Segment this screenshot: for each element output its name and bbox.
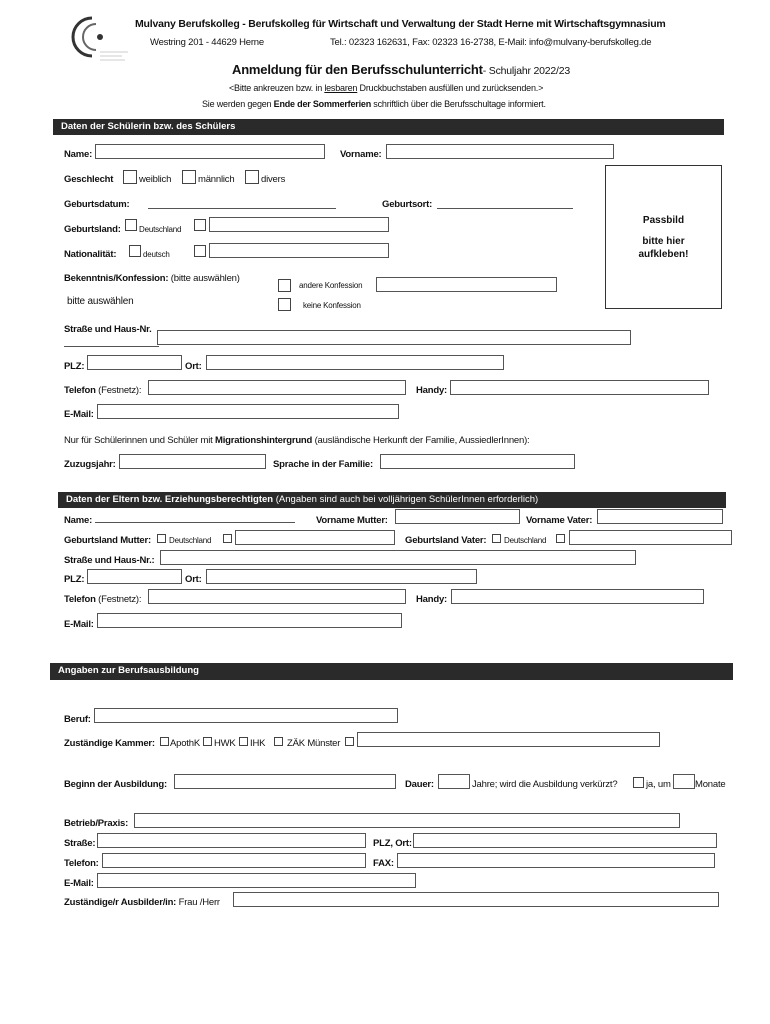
religion-select[interactable]: bitte auswählen: [67, 296, 134, 307]
training-duration-label: Dauer:: [405, 779, 434, 790]
parent-mobile-field[interactable]: [451, 589, 704, 604]
parent-phone-field[interactable]: [148, 589, 406, 604]
parent-mobile-label: Handy:: [416, 594, 447, 605]
arrival-year-field[interactable]: [119, 454, 266, 469]
company-phone-label: Telefon:: [64, 858, 99, 869]
family-language-label: Sprache in der Familie:: [273, 459, 373, 470]
religion-none-checkbox[interactable]: [278, 298, 291, 311]
chamber-ihk-checkbox[interactable]: [239, 737, 248, 746]
birthcountry-label: Geburtsland:: [64, 224, 121, 235]
gender-male-checkbox[interactable]: [182, 170, 196, 184]
father-birthcountry-other-checkbox[interactable]: [556, 534, 565, 543]
father-birthcountry-germany-label: Deutschland: [504, 536, 547, 545]
training-start-field[interactable]: [174, 774, 396, 789]
chamber-other-field[interactable]: [357, 732, 660, 747]
chamber-ihk-label: IHK: [250, 738, 266, 749]
student-firstname-label: Vorname:: [340, 149, 382, 160]
section-student-header: Daten der Schülerin bzw. des Schülers: [53, 119, 724, 135]
parent-zip-label: PLZ:: [64, 574, 85, 585]
birthplace-label: Geburtsort:: [382, 199, 433, 210]
mother-birthcountry-germany-label: Deutschland: [169, 536, 212, 545]
shortened-months-label: Monate: [695, 779, 726, 790]
company-fax-field[interactable]: [397, 853, 715, 868]
birthcountry-other-field[interactable]: [209, 217, 389, 232]
family-language-field[interactable]: [380, 454, 575, 469]
student-email-label: E-Mail:: [64, 409, 94, 420]
chamber-other-checkbox[interactable]: [345, 737, 354, 746]
nationality-other-checkbox[interactable]: [194, 245, 206, 257]
chamber-label: Zuständige Kammer:: [64, 738, 155, 749]
birthcountry-other-checkbox[interactable]: [194, 219, 206, 231]
father-birthcountry-other-field[interactable]: [569, 530, 732, 545]
form-instruction: <Bitte ankreuzen bzw. in lesbaren Druckbuchstaben ausfüllen und zurücksenden.>: [229, 83, 544, 93]
father-firstname-field[interactable]: [597, 509, 723, 524]
birthcountry-germany-checkbox[interactable]: [125, 219, 137, 231]
student-street-label: Straße und Haus-Nr.: [64, 324, 152, 335]
company-email-label: E-Mail:: [64, 878, 94, 889]
arrival-year-label: Zuzugsjahr:: [64, 459, 116, 470]
job-field[interactable]: [94, 708, 398, 723]
chamber-apothk-label: ApothK: [170, 738, 200, 749]
parent-email-field[interactable]: [97, 613, 402, 628]
student-phone-field[interactable]: [148, 380, 406, 395]
company-label: Betrieb/Praxis:: [64, 818, 129, 829]
student-name-field[interactable]: [95, 144, 325, 159]
mother-birthcountry-other-field[interactable]: [235, 530, 395, 545]
religion-label: Bekenntnis/Konfession: (bitte auswählen): [64, 273, 240, 284]
gender-diverse-checkbox[interactable]: [245, 170, 259, 184]
trainer-field[interactable]: [233, 892, 719, 907]
mother-birthcountry-germany-checkbox[interactable]: [157, 534, 166, 543]
nationality-german-label: deutsch: [143, 250, 170, 259]
gender-label: Geschlecht: [64, 174, 114, 185]
training-start-label: Beginn der Ausbildung:: [64, 779, 167, 790]
father-firstname-label: Vorname Vater:: [526, 515, 593, 526]
gender-male-label: männlich: [198, 174, 235, 185]
religion-other-field[interactable]: [376, 277, 557, 292]
shortened-yes-checkbox[interactable]: [633, 777, 644, 788]
company-email-field[interactable]: [97, 873, 416, 888]
mother-firstname-field[interactable]: [395, 509, 520, 524]
parent-name-label: Name:: [64, 515, 93, 526]
parent-phone-label: Telefon (Festnetz):: [64, 594, 142, 605]
section-parents-header: Daten der Eltern bzw. Erziehungsberechtigten (Angaben sind auch bei volljährigen SchülerInnen erforderlich): [58, 492, 726, 508]
company-field[interactable]: [134, 813, 680, 828]
parent-city-label: Ort:: [185, 574, 202, 585]
student-zip-field[interactable]: [87, 355, 182, 370]
student-zip-label: PLZ:: [64, 361, 85, 372]
shortened-months-field[interactable]: [673, 774, 695, 789]
chamber-zaek-checkbox[interactable]: [274, 737, 283, 746]
student-phone-label: Telefon (Festnetz):: [64, 385, 142, 396]
gender-female-checkbox[interactable]: [123, 170, 137, 184]
chamber-hwk-checkbox[interactable]: [203, 737, 212, 746]
student-city-field[interactable]: [206, 355, 504, 370]
religion-other-checkbox[interactable]: [278, 279, 291, 292]
nationality-label: Nationalität:: [64, 249, 117, 260]
photo-label: Passbild: [642, 215, 685, 226]
school-contact: Tel.: 02323 162631, Fax: 02323 16-2738, E-Mail: info@mulvany-berufskolleg.de: [330, 37, 652, 48]
chamber-apothk-checkbox[interactable]: [160, 737, 169, 746]
form-notice: Sie werden gegen Ende der Sommerferien schriftlich über die Berufsschultage informiert.: [202, 99, 546, 109]
religion-other-label: andere Konfession: [299, 281, 363, 290]
company-zipcity-label: PLZ, Ort:: [373, 838, 412, 849]
student-mobile-label: Handy:: [416, 385, 447, 396]
father-birthcountry-germany-checkbox[interactable]: [492, 534, 501, 543]
company-street-label: Straße:: [64, 838, 96, 849]
trainer-label: Zuständige/r Ausbilder/in: Frau /Herr: [64, 897, 220, 908]
mother-birthcountry-other-checkbox[interactable]: [223, 534, 232, 543]
student-name-label: Name:: [64, 149, 93, 160]
student-street-underline: [64, 335, 159, 347]
student-firstname-field[interactable]: [386, 144, 614, 159]
photo-instruction-1: bitte hier: [642, 236, 685, 247]
form-title: Anmeldung für den Berufsschulunterricht- Schuljahr 2022/23: [232, 62, 571, 77]
photo-instruction-2: aufkleben!: [638, 249, 689, 260]
company-zipcity-field[interactable]: [413, 833, 717, 848]
company-fax-label: FAX:: [373, 858, 394, 869]
training-duration-field[interactable]: [438, 774, 470, 789]
birthplace-field[interactable]: [437, 197, 573, 209]
student-email-field[interactable]: [97, 404, 399, 419]
gender-female-label: weiblich: [139, 174, 172, 185]
shortened-yes-label: ja, um: [646, 779, 671, 790]
parent-email-label: E-Mail:: [64, 619, 94, 630]
religion-none-label: keine Konfession: [303, 301, 361, 310]
birthdate-field[interactable]: [148, 197, 336, 209]
school-address: Westring 201 - 44629 Herne: [150, 37, 264, 48]
parent-city-field[interactable]: [206, 569, 477, 584]
training-duration-text: Jahre; wird die Ausbildung verkürzt?: [472, 779, 618, 790]
job-label: Beruf:: [64, 714, 91, 725]
section-training-header: Angaben zur Berufsausbildung: [50, 663, 733, 680]
school-logo: [70, 12, 130, 64]
gender-diverse-label: divers: [261, 174, 286, 185]
mother-firstname-label: Vorname Mutter:: [316, 515, 388, 526]
school-name: Mulvany Berufskolleg - Berufskolleg für Wirtschaft und Verwaltung der Stadt Herne mit Wirtschaftsgymnasium: [135, 18, 666, 30]
student-street-field[interactable]: [157, 330, 631, 345]
chamber-zaek-label: ZÄK Münster: [287, 738, 341, 749]
company-street-field[interactable]: [97, 833, 366, 848]
company-phone-field[interactable]: [102, 853, 366, 868]
nationality-other-field[interactable]: [209, 243, 389, 258]
chamber-hwk-label: HWK: [214, 738, 236, 749]
father-birthcountry-label: Geburtsland Vater:: [405, 535, 487, 546]
parent-zip-field[interactable]: [87, 569, 182, 584]
nationality-german-checkbox[interactable]: [129, 245, 141, 257]
student-city-label: Ort:: [185, 361, 202, 372]
passport-photo-box: [605, 165, 722, 309]
parent-name-field[interactable]: [95, 511, 295, 523]
birthdate-label: Geburtsdatum:: [64, 199, 130, 210]
student-mobile-field[interactable]: [450, 380, 709, 395]
mother-birthcountry-label: Geburtsland Mutter:: [64, 535, 151, 546]
birthcountry-germany-label: Deutschland: [139, 225, 182, 234]
parent-street-label: Straße und Haus-Nr.:: [64, 555, 155, 566]
parent-street-field[interactable]: [160, 550, 636, 565]
migration-note: Nur für Schülerinnen und Schüler mit Migrationshintergrund (ausländische Herkunft der Familie, AussiedlerInnen):: [64, 435, 530, 446]
